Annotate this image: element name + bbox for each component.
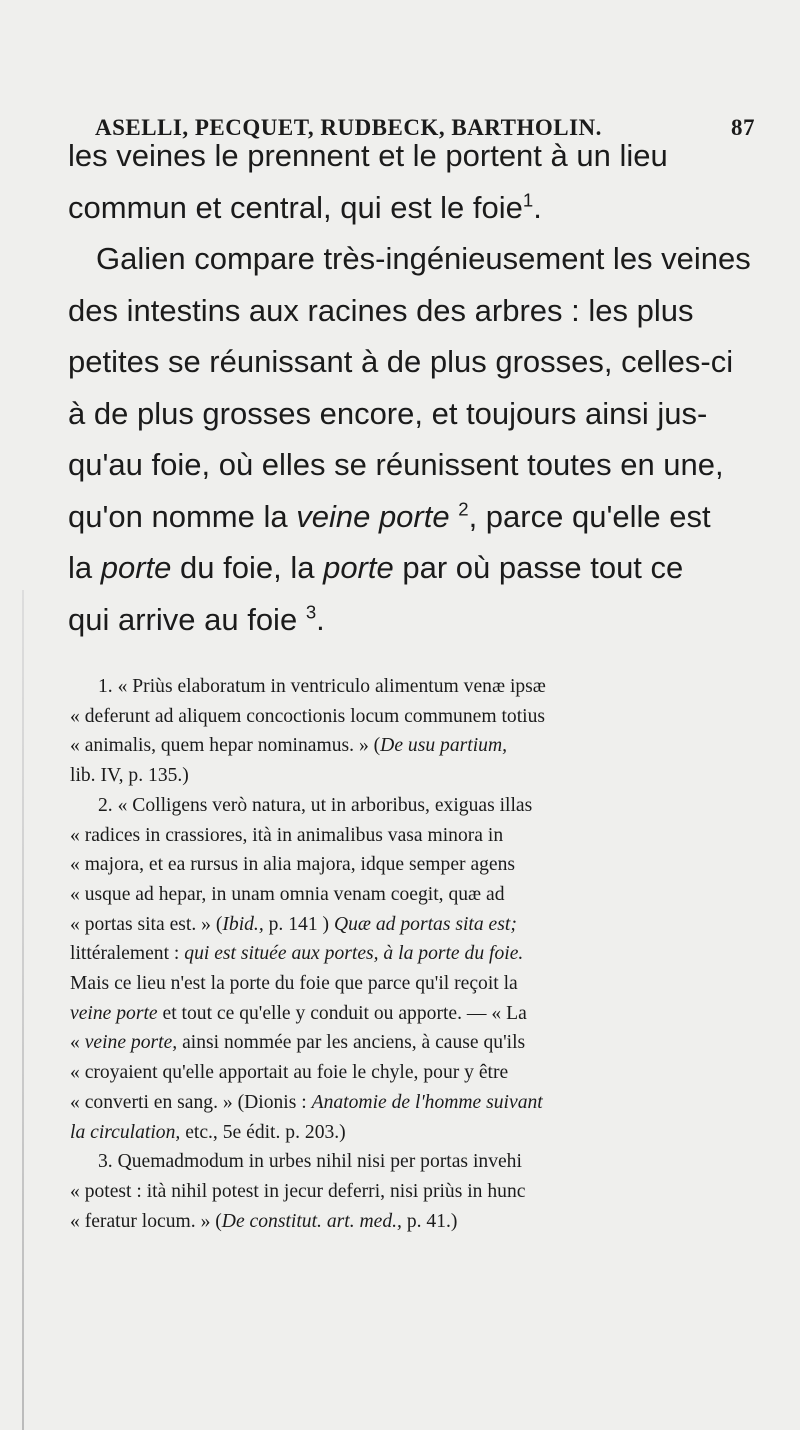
text-run: p. 141 ) (263, 913, 334, 935)
main-text (68, 130, 758, 645)
footnote-line (70, 1118, 760, 1148)
footnote-line (70, 969, 760, 999)
body-line (68, 491, 758, 543)
running-title: ASELLI, PECQUET, RUDBECK, BARTHOLIN. (95, 115, 602, 140)
footnote-line (70, 821, 760, 851)
text-run: et tout ce qu'elle y conduit ou apporte. — « La (157, 1002, 527, 1024)
body-line (68, 439, 758, 491)
body-line (68, 594, 758, 646)
italic-text: Anatomie de l'homme suivant (311, 1091, 543, 1113)
body-line (68, 336, 758, 388)
text-run: « converti en sang. » (Dionis : (70, 1091, 312, 1113)
text-run: « potest : ità nihil potest in jecur deferri, nisi priùs in hunc (70, 1180, 526, 1202)
text-run: 2. « Colligens verò natura, ut in arboribus, exiguas illas (98, 794, 533, 816)
footnote-line (70, 910, 760, 940)
text-run: « radices in crassiores, ità in animalibus vasa minora in (70, 824, 504, 846)
footnote-line (70, 1147, 760, 1177)
footnotes (70, 672, 760, 1236)
text-run: 3. Quemadmodum in urbes nihil nisi per portas invehi (98, 1151, 522, 1173)
text-run: qu'au foie, où elles se réunissent toutes en une, (68, 447, 724, 482)
italic-text: porte (323, 550, 394, 585)
text-run: « majora, et ea rursus in alia majora, idque semper agens (70, 854, 516, 876)
italic-text: veine porte (70, 1002, 158, 1024)
italic-text: De constitut. art. med., (221, 1210, 402, 1232)
text-run: les veines le prennent et le portent à un lieu (68, 138, 668, 173)
text-run: etc., 5e édit. p. 203.) (180, 1121, 346, 1143)
body-line (68, 182, 758, 234)
footnote-marker: 2 (458, 498, 469, 520)
footnote-line (70, 1058, 760, 1088)
text-run: p. 41.) (401, 1210, 458, 1232)
body-line (68, 130, 758, 182)
footnote-marker: 3 (305, 601, 317, 623)
text-run: « croyaient qu'elle apportait au foie le chyle, pour y être (70, 1062, 509, 1084)
italic-text: qui est située aux portes, à la porte du foie. (184, 943, 524, 965)
text-run (450, 499, 459, 534)
text-run: 1. « Priùs elaboratum in ventriculo alimentum venæ ipsæ (98, 676, 546, 697)
italic-text: veine porte (296, 498, 450, 534)
text-run: « animalis, quem hepar nominamus. » ( (70, 735, 381, 757)
footnote-marker: 1 (522, 189, 534, 211)
text-run: « (70, 1032, 85, 1054)
text-run: « usque ad hepar, in unam omnia venam coegit, quæ ad (70, 883, 505, 905)
italic-text: De usu partium, (380, 735, 507, 757)
footnote-line (70, 1088, 760, 1118)
text-run: . (316, 601, 325, 637)
page-number: 87 (731, 115, 755, 140)
text-run: par où passe tout ce (393, 550, 684, 585)
text-run: commun et central, qui est le foie (68, 189, 523, 225)
text-run: petites se réunissant à de plus grosses, celles-ci (68, 344, 734, 379)
footnote-line (70, 672, 760, 702)
footnote-line (70, 880, 760, 910)
text-run: lib. IV, p. 135.) (70, 765, 189, 787)
text-run: des intestins aux racines des arbres : les plus (68, 292, 694, 328)
text-run: « deferunt ad aliquem concoctionis locum communem totius (70, 705, 546, 727)
footnote-line (70, 791, 760, 821)
italic-text: Ibid., (222, 913, 264, 935)
footnote-line (70, 939, 760, 969)
footnote-line (70, 850, 760, 880)
footnote-line (70, 999, 760, 1029)
body-line (68, 285, 758, 337)
footnote-line (70, 1207, 760, 1237)
body-line (68, 233, 758, 285)
footnote-line (70, 702, 760, 732)
text-run: à de plus grosses encore, et toujours ainsi jus- (68, 395, 708, 431)
text-run: littéralement : (70, 943, 185, 965)
text-run: . (533, 189, 542, 225)
text-run: ainsi nommée par les anciens, à cause qu'ils (177, 1032, 526, 1054)
text-run: , parce qu'elle est (468, 498, 711, 534)
footnote-line (70, 731, 760, 761)
page-crease (22, 590, 24, 1430)
footnote-line (70, 761, 760, 791)
text-run: Galien compare très-ingénieusement les veines (96, 241, 751, 276)
footnote-line (70, 1177, 760, 1207)
text-run: « portas sita est. » ( (70, 913, 223, 935)
footnote-line (70, 1028, 760, 1058)
text-run: Mais ce lieu n'est la porte du foie que parce qu'il reçoit la (70, 973, 518, 995)
italic-text: porte (100, 550, 172, 585)
text-run: qui arrive au foie (68, 601, 306, 637)
text-run: qu'on nomme la (68, 498, 297, 534)
text-run: la (68, 550, 101, 585)
body-line (68, 542, 758, 594)
italic-text: veine porte, (84, 1032, 178, 1054)
italic-text: la circulation, (70, 1121, 181, 1143)
italic-text: Quæ ad portas sita est; (333, 913, 517, 935)
text-run: « feratur locum. » ( (70, 1210, 222, 1232)
body-line (68, 388, 758, 440)
text-run: du foie, la (171, 550, 324, 585)
